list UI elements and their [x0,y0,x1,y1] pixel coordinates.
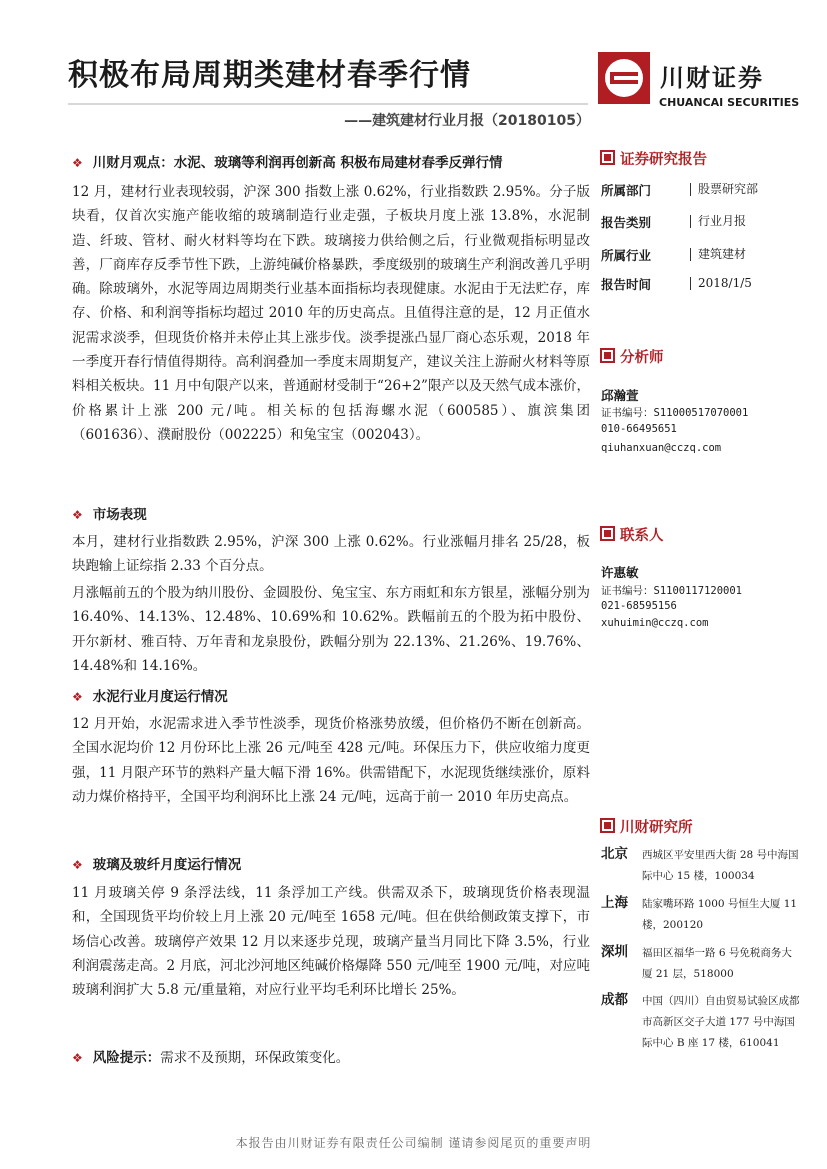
sidebar-heading-contact: 联系人 [600,524,664,545]
risk-label: 风险提示： [92,1050,161,1066]
meta-key-date: 报告时间 [601,277,652,292]
contact-name: 许惠敏 [601,565,639,580]
meta-key-department: 所属部门 [601,183,652,198]
diamond-bullet-icon: ❖ [72,1051,83,1065]
office-city-chengdu: 成都 [601,992,628,1008]
square-bullet-icon [600,526,615,541]
analyst-cert: 证书编号：S1100051707000​1 [601,407,749,419]
meta-value-date: 2018/1/5 [690,277,752,290]
analyst-email: qiuhanxuan@cczq.com [601,442,722,454]
logo-text-en: CHUANCAI SECURITIES [659,96,800,109]
section-heading-glass: ❖ 玻璃及玻纤月度运行情况 [72,857,242,873]
diamond-bullet-icon: ❖ [72,858,83,872]
logo-text-cn: 川财证券 [660,64,764,92]
contact-email: xuhuimin@cczq.com [601,617,709,629]
header-divider [68,103,588,105]
report-subtitle: ——建筑建材行业月报（20180105） [344,113,590,129]
square-bullet-icon [600,150,615,165]
section-heading-outlook: ❖ 川财月观点：水泥、玻璃等利润再创新高 积极布局建材春季反弹行情 [72,155,503,171]
diamond-bullet-icon: ❖ [72,690,83,704]
footer-disclaimer: 本报告由川财证券有限责任公司编制 谨请参阅尾页的重要声明 [235,1136,592,1150]
diamond-bullet-icon: ❖ [72,508,83,522]
sidebar-heading-report: 证券研究报告 [600,148,707,169]
outlook-paragraph: 12 月，建材行业表现较弱，沪深 300 指数上涨 0.62%，行业指数跌 2.95%。分子版块看，仅首次实施产能收缩的玻璃制造行业走强，子板块月度上涨 13.8%，水泥制造、纤玻、管材、耐火材料等均在下跌。玻璃接力供给侧之后，行业微观指标明显改善，厂商库存反季节性下跌，上游纯碱价格暴跌，季度级别的玻璃生产利润改善几乎明确。除玻璃外，水泥等周边周期类行业基本面指标均表现健康。水泥由于无法贮存，库存、价格、和利润等指标均超过 2010 年的历史高点。且值得注意的是，12 月正值水泥需求淡季，但现货价格并未停止其上涨步伐。淡季提涨凸显厂商心态乐观，2018 年一季度开春行情值得期待。高利润叠加一季度末周期复产，建议关注上游耐火材料等原料相关板块。11 月中旬限产以来，普通耐材受制于“26+2”限产以及天然气成本涨价，价格累计上涨 200 元/吨。相关标的包括海螺水泥（600585）、旗滨集团（601636）、濮耐股份（002225）和兔宝宝（002043）。 [72,184,590,443]
office-address-shenzhen: 福田区福华一路 6 号免税商务大厦 21 层，518000 [642,947,792,980]
page-title: 积极布局周期类建材春季行情 [68,58,471,93]
market-paragraph-2: 月涨幅前五的个股为纳川股份、金圆股份、兔宝宝、东方雨虹和东方银星，涨幅分别为 16.40%、14.13%、12.48%、10.69%和 10.62%。跌幅前五的个股为拓中股份、开尔新材、雅百特、万年青和龙泉股份，跌幅分别为 22.13%、21.26%、19.76%、14.48%和 14.16%。 [72,585,590,674]
meta-value-industry: 建筑建材 [690,248,746,261]
sidebar-heading-analyst: 分析师 [600,346,664,367]
sidebar-heading-institute: 川财研究所 [600,816,693,837]
analyst-phone: 010-66495651 [601,423,677,435]
office-address-chengdu: 中国（四川）自由贸易试验区成都市高新区交子大道 177 号中海国际中心 B 座 17 楼，610041 [642,995,800,1049]
section-heading-cement: ❖ 水泥行业月度运行情况 [72,689,228,705]
section-heading-market: ❖ 市场表现 [72,507,147,523]
analyst-name: 邱瀚萱 [601,388,639,403]
contact-phone: 021-68595156 [601,600,677,612]
office-city-shanghai: 上海 [601,895,628,911]
office-city-shenzhen: 深圳 [601,944,628,960]
meta-key-category: 报告类别 [601,215,652,230]
square-bullet-icon [600,818,615,833]
meta-value-department: 股票研究部 [690,183,758,196]
office-address-beijing: 西城区平安里西大街 28 号中海国际中心 15 楼，100034 [642,849,799,882]
meta-value-category: 行业月报 [690,215,746,228]
square-bullet-icon [600,348,615,363]
office-address-shanghai: 陆家嘴环路 1000 号恒生大厦 11 楼，200120 [642,898,798,931]
office-city-beijing: 北京 [601,846,628,862]
risk-line [72,1046,349,1066]
chuancai-logo-icon [598,52,650,104]
risk-text: 需求不及预期，环保政策变化。 [160,1050,350,1066]
glass-paragraph: 11 月玻璃关停 9 条浮法线，11 条浮加工产线。供需双杀下，玻璃现货价格表现温和，全国现货平均价较上月上涨 20 元/吨至 1658 元/吨。但在供给侧政策支撑下，市场信心改善。玻璃停产效果 12 月以来逐步兑现，玻璃产量当月同比下降 3.5%，行业利润震荡走高。2 月底，河北沙河地区纯碱价格爆降 550 元/吨至 1900 元/吨，对应吨玻璃利润扩大 5.8 元/重量箱，对应行业平均毛利环比增长 25%。 [72,885,590,999]
market-paragraph-1: 本月，建材行业指数跌 2.95%，沪深 300 上涨 0.62%。行业涨幅月排名 25/28，板块跑输上证综指 2.33 个百分点。 [72,534,590,575]
meta-key-industry: 所属行业 [601,248,652,263]
diamond-bullet-icon: ❖ [72,156,83,170]
contact-cert: 证书编号：S1100117120001 [601,585,743,597]
cement-paragraph: 12 月开始，水泥需求进入季节性淡季，现货价格涨势放缓，但价格仍不断在创新高。全国水泥均价 12 月份环比上涨 26 元/吨至 428 元/吨。环保压力下，供应收缩力度更强，11 月限产环节的熟料产量大幅下滑 16%。供需错配下，水泥现货继续涨价，原料动力煤价格持平，全国平均利润环比上涨 24 元/吨，远高于前一 2010 年历史高点。 [72,716,590,805]
